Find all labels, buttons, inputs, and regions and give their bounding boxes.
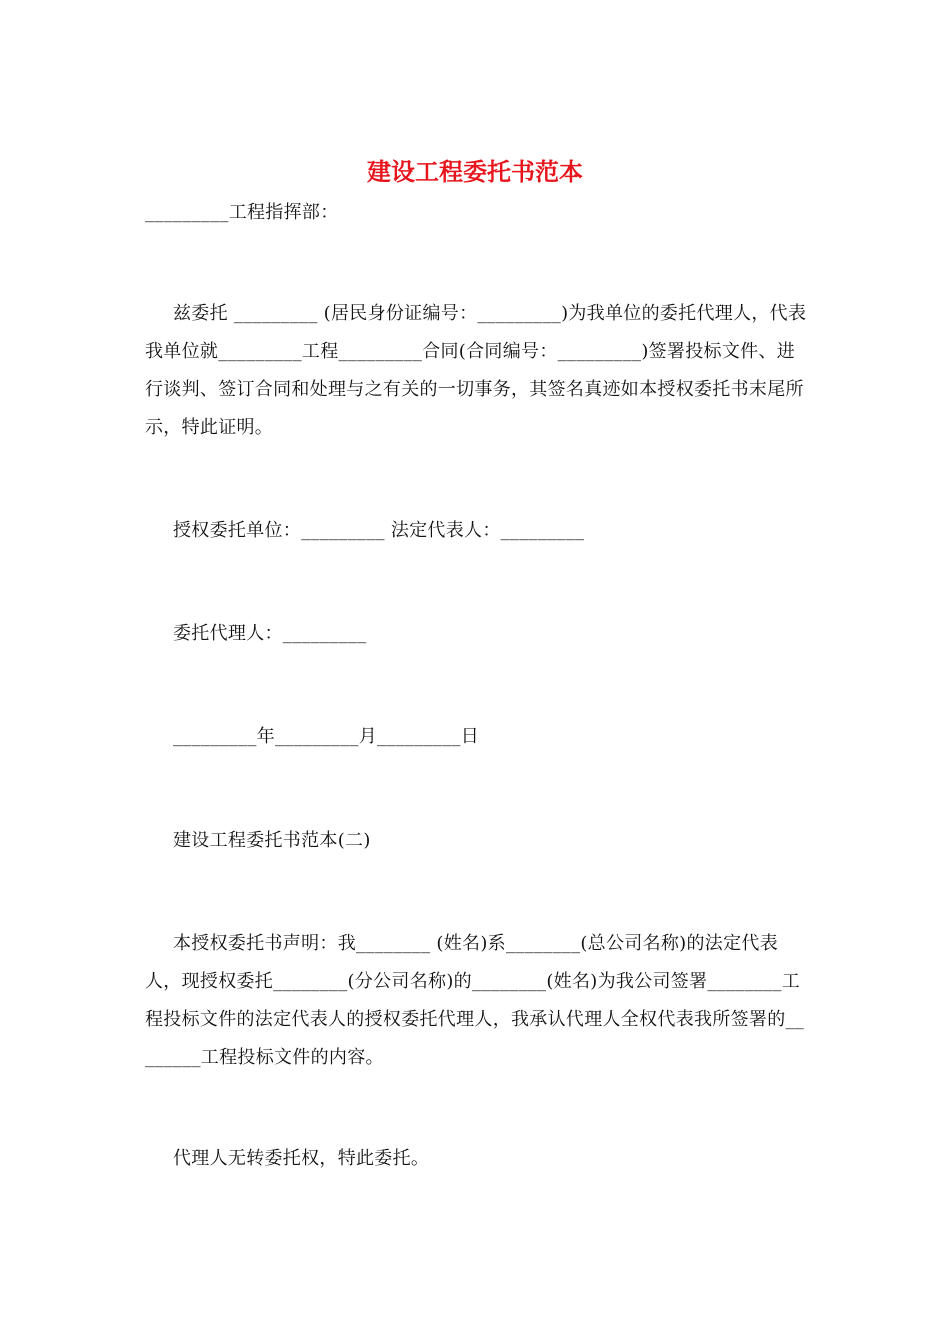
agent-signature-line: 委托代理人：_________ [173,623,367,644]
delegation-paragraph: 兹委托 _________ (居民身份证编号：_________)为我单位的委托代理人，代表我单位就_________工程_________合同(合同编号：_________)签署投标文件、进行谈判、签订合同和处理与之有关的一切事务，其签名真迹如本授权委托书末尾所示，特此证明。 [145,303,807,438]
document-title: 建设工程委托书范本 [367,157,583,186]
authorization-statement-paragraph: 本授权委托书声明：我________ (姓名)系________(总公司名称)的法定代表人，现授权委托________(分公司名称)的________(姓名)为我公司签署________工程投标文件的法定代表人的授权委托代理人，我承认代理人全权代表我所签署的________工程投标文件的内容。 [145,933,805,1068]
date-line: _________年_________月_________日 [173,726,479,747]
addressee-line: _________工程指挥部： [145,202,339,223]
section-subtitle: 建设工程委托书范本(二) [173,830,371,851]
no-subdelegation-paragraph: 代理人无转委托权，特此委托。 [173,1148,430,1169]
authorizing-unit-signature-line: 授权委托单位：_________ 法定代表人：_________ [173,520,585,541]
